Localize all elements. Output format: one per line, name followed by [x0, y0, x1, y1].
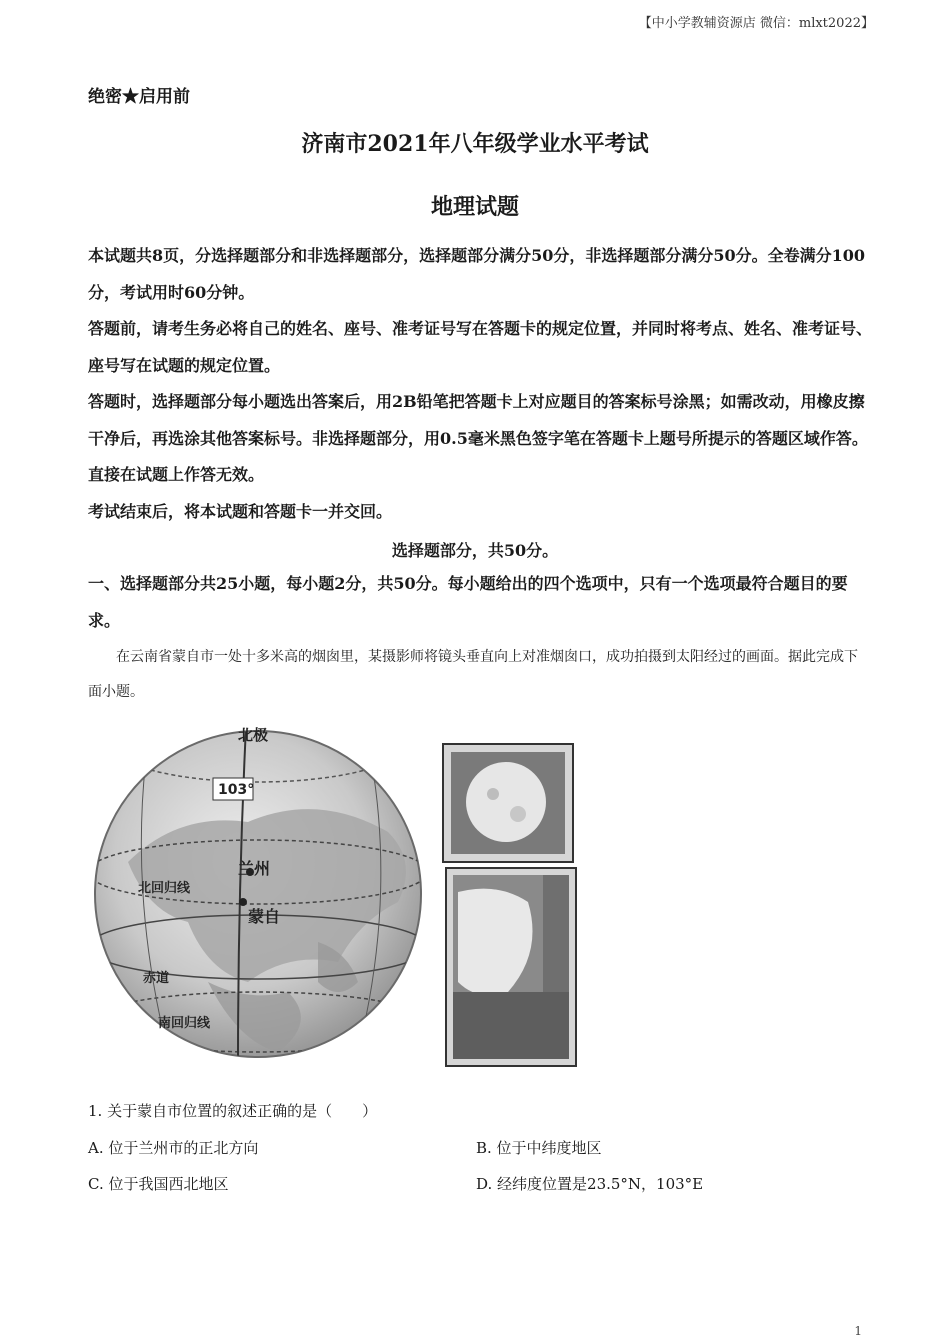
instruction-2: 答题前，请考生务必将自己的姓名、座号、准考证号写在答题卡的规定位置，并同时将考点、姓名、准考证号、座号写在试题的规定位置。	[88, 319, 873, 375]
north-pole-label: 北极	[238, 726, 269, 744]
globe	[88, 722, 428, 1062]
tropic-cancer-label: 北回归线	[138, 881, 191, 896]
mengzi-dot	[239, 898, 247, 906]
instruction-4: 考试结束后，将本试题和答题卡一并交回。	[88, 502, 393, 521]
confidential-mark: 绝密★启用前	[88, 87, 190, 107]
mengzi-label: 蒙自	[248, 907, 281, 926]
instruction-1: 本试题共8页，分选择题部分和非选择题部分，选择题部分满分50分，非选择题部分满分50分。全卷满分100分，考试用时60分钟。	[88, 246, 866, 302]
photo-top	[443, 744, 573, 862]
figure-svg	[88, 722, 588, 1072]
question-1-option-d: D. 经纬度位置是23.5°N，103°E	[476, 1175, 704, 1193]
meridian-label: 103°	[218, 782, 255, 798]
lanzhou-label: 兰州	[238, 859, 271, 878]
part-one-heading: 一、选择题部分共25小题，每小题2分，共50分。每小题给出的四个选项中，只有一个选项最符合题目的要求。	[88, 574, 848, 630]
question-1-option-b: B. 位于中纬度地区	[476, 1139, 602, 1157]
equator-label: 赤道	[143, 971, 170, 986]
tropic-capricorn-label: 南回归线	[158, 1016, 211, 1031]
subject-title: 地理试题	[430, 194, 519, 220]
page-number: 1	[854, 1324, 862, 1338]
header-note: 【中小学教辅资源店 微信：mlxt2022】	[638, 16, 874, 31]
section-title: 选择题部分，共50分。	[391, 541, 559, 560]
question-1-option-c: C. 位于我国西北地区	[88, 1175, 229, 1193]
question-1-stem: 1. 关于蒙自市位置的叙述正确的是（ ）	[88, 1102, 378, 1120]
figure	[88, 722, 588, 1076]
exam-title: 济南市2021年八年级学业水平考试	[301, 131, 649, 157]
photo-bottom	[446, 868, 576, 1066]
instruction-3: 答题时，选择题部分每小题选出答案后，用2B铅笔把答题卡上对应题目的答案标号涂黑；如需改动，用橡皮擦干净后，再选涂其他答案标号。非选择题部分，用0.5毫米黑色签字笔在答题卡上题号所提示的答题区域作答。直接在试题上作答无效。	[88, 392, 868, 484]
question-1-option-a: A. 位于兰州市的正北方向	[88, 1139, 259, 1157]
material-text: 在云南省蒙自市一处十多米高的烟囱里，某摄影师将镜头垂直向上对准烟囱口，成功拍摄到太阳经过的画面。据此完成下面小题。	[88, 649, 858, 700]
